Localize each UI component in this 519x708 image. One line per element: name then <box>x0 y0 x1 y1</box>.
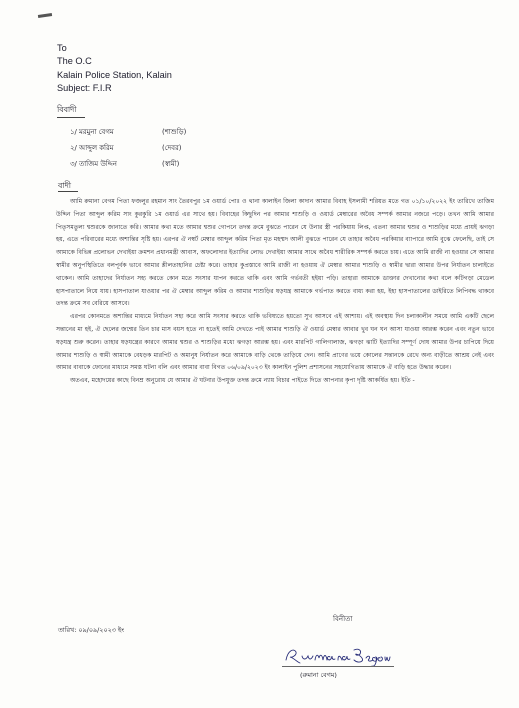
body-paragraph: আমি রুমানা বেগম পিতা ফজলুর রহমান সাং তৈরবপুর ১ম ওয়ার্ড পোঃ ও থানা কালাইন জিলা কাদান আমার বিবাহ ইসলামী শরিয়ত মতে গত ০১/১০/২০২২ ইং তারিখে তাজিম উদ্দিন পিতা আব্দুল করিম সাং কুরকুরি ১ম ওয়ার্ড এর সাথে হয়। বিবাহের কিছুদিন পর আমার শাশুড়ি ও ওয়ার্ড মেম্বারের অবৈধ সম্পর্ক আমার নজরে পড়ে। তখন আমি আমার পিতৃসমতুল্য শ্বশুরকে জানাতে করি। আমার কথা মতে আমার শ্বশুর গোপনে তদন্ত ক্রমে বুঝতে পারেন যে উনার স্ত্রী পরকিয়ায় লিপ্ত, এতনা আমার শ্বশুর ও শাশুড়ির মধ্যে প্রায়ই ঝগড়া হয়, এতে পরিবারের মধ্যে অশান্তির সৃষ্টি হয়। এরপর ঐ নম্বর্ট মেম্বার আব্দুল করিম পিতা মৃত মহম্মদ আলী বুঝতে পারেন যে তাহার অবৈধ পরকিয়ার ব্যাপারে আমি বুঝে ফেলেছি, তাই সে আমাকে বিভিন্ন প্রলোভন দেখাইয়া ক্রমশন প্রধানমন্ত্রী আবাস, অফলোদার ইত্যাদির লোভ দেখাইয়া আমার সাথে অবৈধ শারীরিক সম্পর্ক করতে চায়। এতে আমি রাজী না হওয়ার সে আমার স্বামীর অনুপস্থিতিতে বলপূর্বক ভাবে আমার শ্লীলতাহানির চেষ্টা করে। তাহার কুপ্রস্তাবে আমি রাজী না হওয়ায় ঐ মেম্বার আমার শাশুড়ি ও স্বামীর দ্বারা আমার উপর নির্যাতন চালাইতে থাকেন। আমি তাহাদের নির্যাতন সহ্য করতে কোন মতে সংসার যাপন করতে থাকি এবং আমি গর্ভবতী হইয়া পড়ি। তাহারা আমাকে ডাক্তার দেখানোর কথা বলে কটিগড়া মেডেল হাসপাতালে নিয়ে যায়। হাসপাতাল যাওয়ার পর ঐ মেম্বার আব্দুল করিম ও আমার শাশুড়ির ষড়যন্ত্র আমাকে গর্ভপাত করতে বাধ্য করা হয়, ইহা হাসপাতালের ডাইরিতে লিপিবদ্ধ থাকবে তদন্ত ক্রমে সব বেরিয়ে আসবে। <box>56 198 494 308</box>
top-scribble-mark <box>38 13 52 18</box>
accused-relation: (শাশুড়ি) <box>162 128 187 136</box>
signer-name: (রুমানা বেগম) <box>300 671 337 679</box>
station-line: Kalain Police Station, Kalain <box>57 69 172 80</box>
signature-line <box>282 666 394 667</box>
accused-heading-underline <box>57 117 85 118</box>
to-line: To <box>57 43 67 53</box>
accused-heading: বিবাদী <box>57 105 77 114</box>
accused-row <box>70 156 210 172</box>
accused-name: ৩/ তাজিম উদ্দিন <box>70 160 117 168</box>
accused-relation: (দেবর) <box>162 144 182 152</box>
closing-salutation: বিনীতা <box>333 615 353 623</box>
letter-header <box>57 42 172 96</box>
accused-row <box>70 124 210 140</box>
letter-date: তারিখ: ০৯/০৯/২০২৩ ইং <box>58 626 125 634</box>
complainant-heading: বাদী <box>58 181 71 190</box>
recipient-line: The O.C <box>57 56 92 67</box>
subject-line: Subject: F.I.R <box>57 83 112 94</box>
accused-name: ২/ আব্দুল করিম <box>70 144 114 152</box>
accused-name: ১/ মরমুনা বেগম <box>70 128 114 136</box>
body-paragraph: এরপর কোনমতে অশান্তির মাধ্যমে নির্যাতন সহ্য করে আমি সংসার করতে থাকি ভবিষ্যতে হয়তো সুখ আসবে এই আশায়। এই অবস্থায় দিন চলাকালীন সময়ে আমি একটি ছেলে সন্তানের মা হই, ঐ ছেলের জন্মের তিন চার মাস বয়স হতে না হতেই আমি দেখতে পাই আমার শাশুড়ি ঐ ওয়ার্ড মেম্বার আবার খুব ঘন ঘন আসা যাওয়া আরম্ভ করেন এবং নতুন ভাবে ষড়যন্ত্র শুরু করেন। তাহার ষড়যন্ত্রের কারণে আমার শ্বশুর ও শাশুড়ির মধ্যে ঝগড়া আরম্ভ হয়। এবং মারপিট গালিগালাজ, ঝগড়া ঝাটি ইত্যাদির সম্পূর্ণ দোষ আমার উপর চাপিয়ে দিয়ে আমার শাশুড়ি ও স্বামী আমাকে বেধড়ক মারপিট ও অমানুষ নির্যাতন করে আমাকে বাড়ি থেকে তাড়িয়ে দেন। আমি প্রাণের ভয়ে কোলের সন্তানকে রেখে অন্য বাড়ীতে আশ্রয় নেই এবং আমার বাবাকে ফোনের মাধ্যমে সমস্ত ঘটনা বলি এবং আমার বাবা বিগত ০৬/০৯/২০২৩ ইং কালাইন পুলিশ প্রশাসনের সহযোগিতায় আমাকে ঐ বাড়ি হতে উদ্ধার করেন। <box>56 313 494 372</box>
complainant-heading-underline <box>58 191 78 192</box>
accused-list <box>70 124 210 172</box>
letter-body <box>56 196 494 388</box>
body-paragraph: অতএব, মহোদয়ের কাছে বিনম্র অনুরোধ যে আমার ঐ ঘটনার উপযুক্ত তদন্ত ক্রমে ন্যায় বিচার পাইতে দিতে আপনার কৃপা দৃষ্টি আকর্ষিত হয়। ইতি - <box>70 377 415 385</box>
handwritten-signature <box>282 642 392 668</box>
accused-relation: (স্বামী) <box>162 160 180 168</box>
accused-row <box>70 140 210 156</box>
